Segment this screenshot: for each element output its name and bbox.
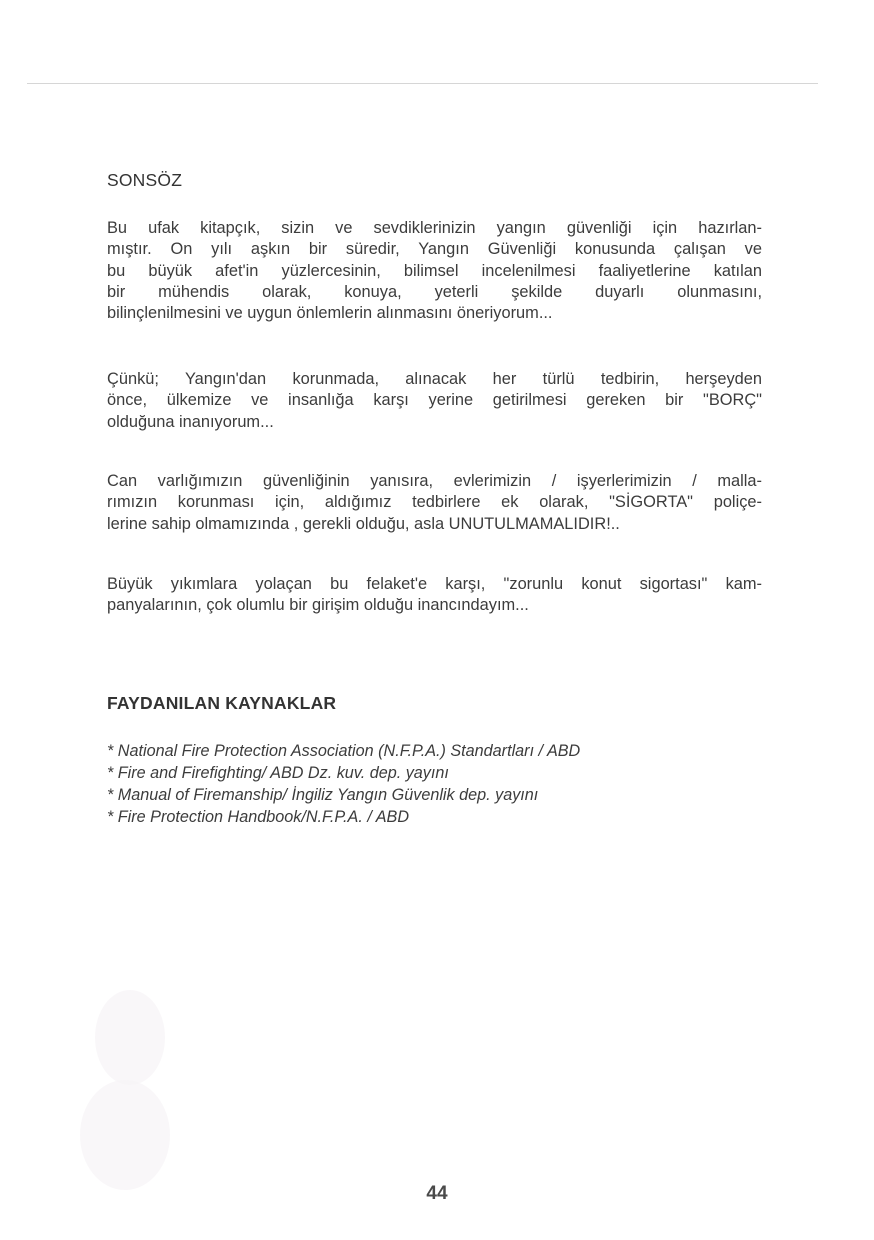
afterword-paragraph-2 <box>107 369 762 433</box>
text-line: panyalarının, çok olumlu bir girişim olduğu inancındayım... <box>107 596 529 615</box>
text-line: rımızın korunması için, aldığımız tedbirlere ek olarak, "SİGORTA" poliçe- <box>107 493 762 512</box>
header-rule <box>27 83 818 84</box>
text-line: mıştır. On yılı aşkın bir süredir, Yangın Güvenliği konusunda çalışan ve <box>107 240 762 259</box>
show-through-shape <box>80 1080 170 1190</box>
text-line: bir mühendis olarak, konuya, yeterli şekilde duyarlı olunmasını, <box>107 282 762 301</box>
text-line: bilinçlenilmesini ve uygun önlemlerin alınmasını öneriyorum... <box>107 304 553 323</box>
afterword-paragraph-4 <box>107 574 762 617</box>
text-line: Bu ufak kitapçık, sizin ve sevdiklerinizin yangın güvenliği için hazırlan- <box>107 219 762 237</box>
text-line: Can varlığımızın güvenliğinin yanısıra, evlerimizin / işyerlerimizin / malla- <box>107 472 762 490</box>
afterword-heading: SONSÖZ <box>107 170 183 190</box>
text-line: lerine sahip olmamızında , gerekli olduğu, asla UNUTULMAMALIDIR!.. <box>107 514 620 533</box>
references-list <box>107 740 580 828</box>
references-heading: FAYDANILAN KAYNAKLAR <box>107 693 337 713</box>
afterword-paragraph-1 <box>107 218 762 324</box>
page-number: 44 <box>426 1183 448 1204</box>
show-through-shape <box>95 990 165 1085</box>
text-line: önce, ülkemize ve insanlığa karşı yerine getirilmesi gereken bir "BORÇ" <box>107 391 762 410</box>
reference-item: * National Fire Protection Association (N.F.P.A.) Standartları / ABD <box>107 742 581 760</box>
reference-item: * Fire Protection Handbook/N.F.P.A. / ABD <box>107 808 410 826</box>
text-line: bu büyük afet'in yüzlercesinin, bilimsel incelenilmesi faaliyetlerine katılan <box>107 261 762 280</box>
text-line: Büyük yıkımlara yolaçan bu felaket'e karşı, "zorunlu konut sigortası" kam- <box>107 575 762 593</box>
text-line: olduğuna inanıyorum... <box>107 412 274 431</box>
text-line: Çünkü; Yangın'dan korunmada, alınacak her türlü tedbirin, herşeyden <box>107 370 762 388</box>
afterword-paragraph-3 <box>107 471 762 535</box>
reference-item: * Fire and Firefighting/ ABD Dz. kuv. dep. yayını <box>107 764 449 782</box>
reference-item: * Manual of Firemanship/ İngiliz Yangın Güvenlik dep. yayını <box>107 786 539 804</box>
